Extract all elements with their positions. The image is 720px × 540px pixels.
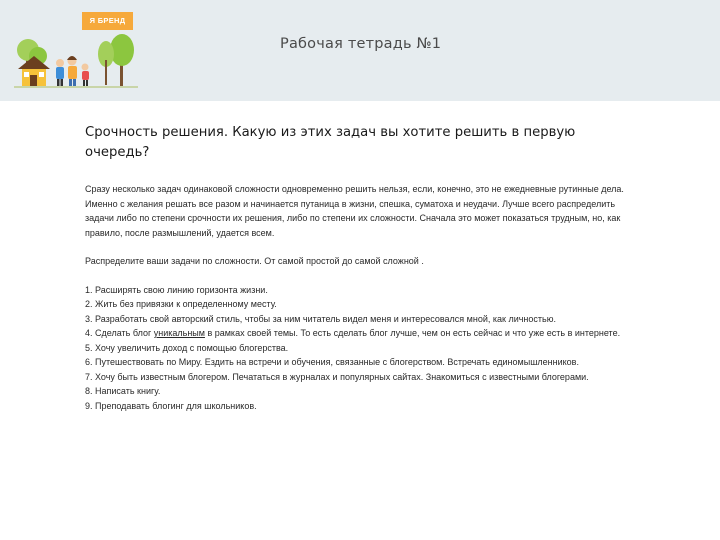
task-item: 9. Преподавать блогинг для школьников. <box>85 400 257 411</box>
header-band <box>0 0 720 101</box>
task-item: 1. Расширять свою линию горизонта жизни. <box>85 284 268 295</box>
instruction-text: Распределите ваши задачи по сложности. От самой простой до самой сложной . <box>85 256 424 266</box>
task-item: 6. Путешествовать по Миру. Ездить на встречи и обучения, связанные с блогерством. Встречать единомышленников. <box>85 357 579 367</box>
intro-line-1: Сразу несколько задач одинаковой сложности одновременно решить нельзя, если, конечно, это не ежедневные рутинные дела. <box>85 184 624 194</box>
house-trees-family-illustration <box>14 30 138 90</box>
task-item: 3. Разработать свой авторский стиль, чтобы за ним читатель видел меня и интересовался мной, как личностью. <box>85 313 556 324</box>
task-item <box>85 326 645 341</box>
task-item: 8. Написать книгу. <box>85 386 161 396</box>
intro-paragraph <box>85 182 640 240</box>
question-heading: Срочность решения. Какую из этих задач вы хотите решить в первую очередь? <box>85 125 576 160</box>
intro-line-2: Именно с желания решать все разом и начинается путаница в жизни, спешка, суматоха и неудачи. Лучше всего распределить задачи либо по степени срочности их решения, либо по степени их сложности. Сначала это может показаться трудным, но, как правило, после размышлений, удается всем. <box>85 198 621 238</box>
task-text-after: в рамках своей темы. То есть сделать блог лучше, чем он есть сейчас и что уже есть в интернете. <box>204 328 621 338</box>
brand-badge: Я БРЕНД <box>82 12 133 30</box>
task-item: 5. Хочу увеличить доход с помощью блогерства. <box>85 342 289 353</box>
task-item: 2. Жить без привязки к определенному месту. <box>85 299 277 309</box>
underlined-word: уникальным <box>153 328 205 338</box>
task-text-before: 4. Сделать блог <box>85 328 154 338</box>
task-item: 7. Хочу быть известным блогером. Печататься в журналах и популярных сайтах. Знакомиться с известными блогерами. <box>85 371 589 382</box>
workbook-title: Рабочая тетрадь №1 <box>280 36 442 52</box>
content-area <box>85 123 645 413</box>
task-list <box>85 283 645 414</box>
